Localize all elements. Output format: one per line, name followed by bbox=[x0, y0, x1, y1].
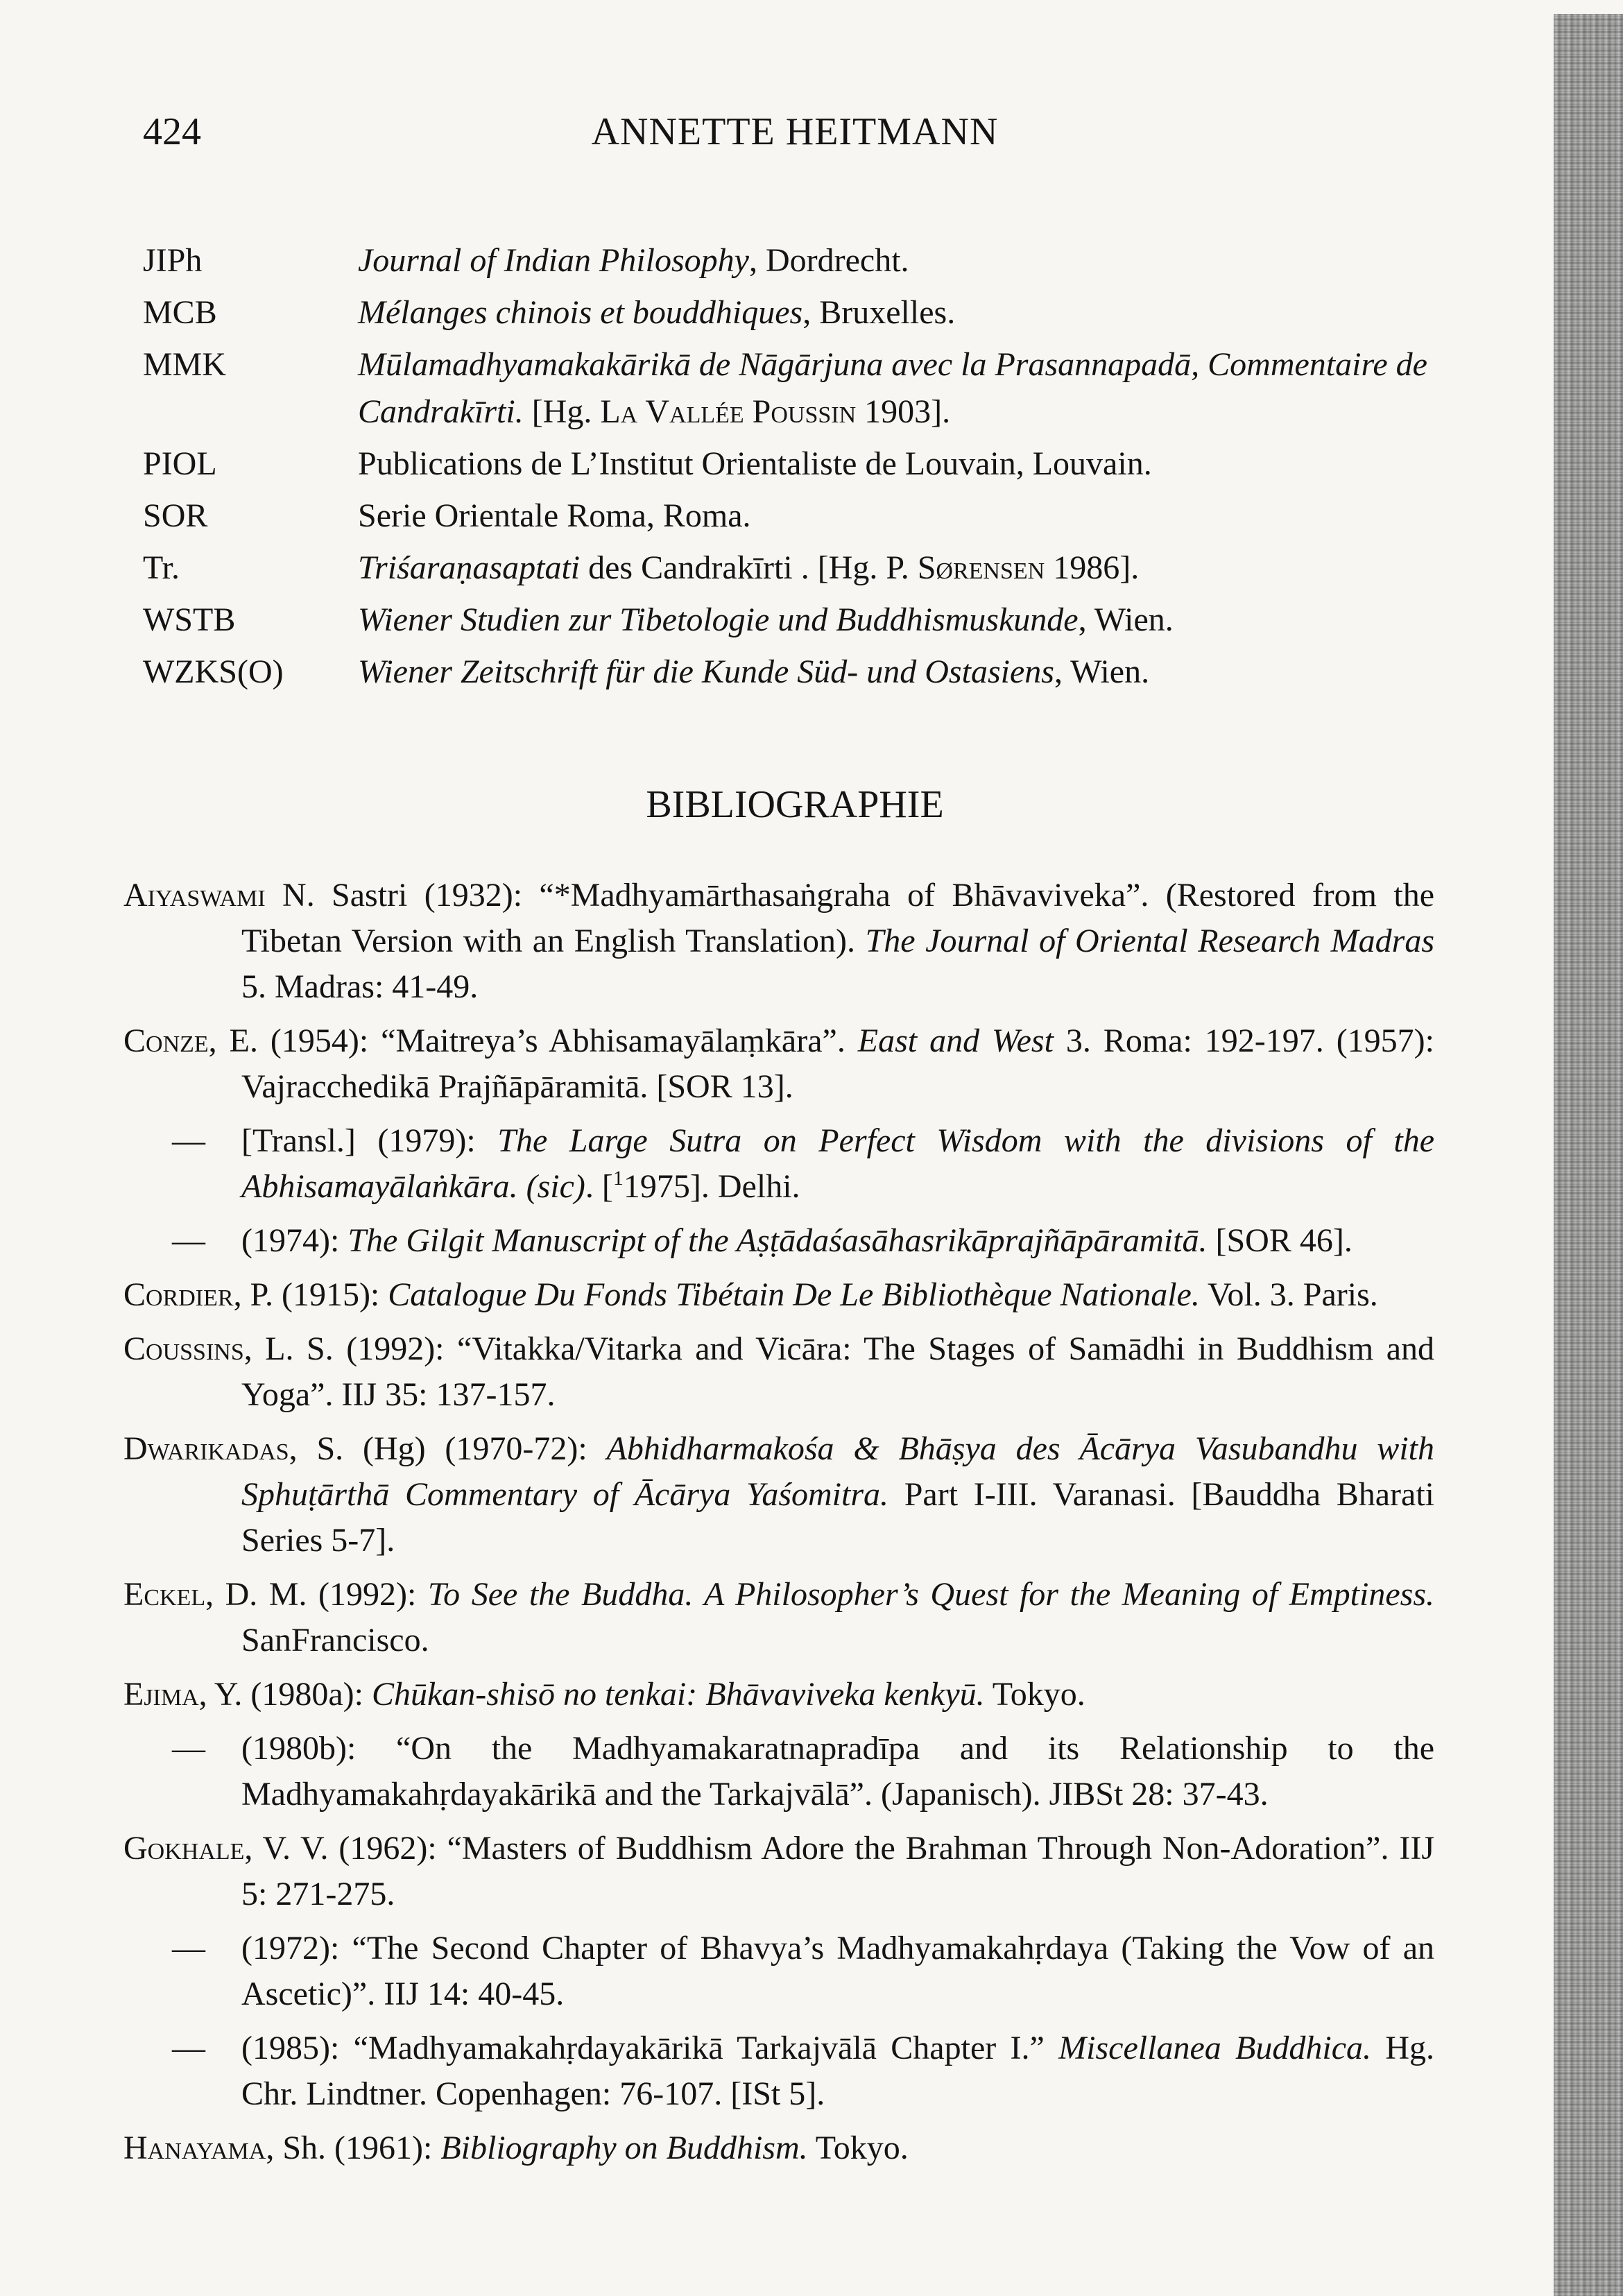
abbreviation-row bbox=[143, 237, 1447, 284]
entry-text: , V. V. (1962): “Masters of Buddhism Adore the Brahman Through Non-Adoration”. IIJ 5: 271-275. bbox=[241, 1830, 1434, 1912]
edition-superscript: 1 bbox=[612, 1167, 624, 1190]
bibliography-entry bbox=[123, 1826, 1434, 1917]
entry-text: (1980b): “On the Madhyamakaratnapradīpa and its Relationship to the Madhyamakahṛdayakārikā and the Tarkajvālā”. (Japanisch). JIBSt 28: 37-43. bbox=[241, 1730, 1434, 1813]
abbreviation-title: Wiener Studien zur Tibetologie und Buddhismuskunde bbox=[358, 601, 1079, 638]
entry-author: Eckel bbox=[123, 1576, 206, 1613]
abbreviation-title: Wiener Zeitschrift für die Kunde Süd- und Ostasiens bbox=[358, 653, 1054, 690]
entry-text: SanFrancisco. bbox=[241, 1622, 429, 1659]
entry-text: , E. (1954): “Maitreya’s Abhisamayālaṃkāra”. bbox=[208, 1022, 858, 1059]
abbreviation-list bbox=[143, 237, 1447, 701]
entry-author: Ejima bbox=[123, 1676, 199, 1713]
repeat-author-dash: — bbox=[172, 2030, 205, 2066]
bibliography-subentry bbox=[123, 1218, 1434, 1264]
entry-text: , Sh. (1961): bbox=[266, 2130, 441, 2166]
entry-text: . [ bbox=[585, 1168, 613, 1205]
abbreviation-text: Serie Orientale Roma, Roma. bbox=[358, 497, 751, 534]
entry-title: Catalogue Du Fonds Tibétain De Le Bibliothèque Nationale. bbox=[388, 1276, 1200, 1313]
entry-title: Bibliography on Buddhism. bbox=[440, 2130, 808, 2166]
abbreviation-value bbox=[358, 237, 1433, 284]
bibliography-subentry bbox=[123, 1118, 1434, 1210]
abbreviation-key: SOR bbox=[143, 497, 208, 534]
abbreviation-value bbox=[358, 545, 1433, 592]
entry-title: The Journal of Oriental Research Madras bbox=[865, 923, 1434, 959]
abbreviation-text: , Dordrecht. bbox=[748, 242, 909, 279]
abbreviation-row bbox=[143, 597, 1447, 644]
abbreviation-text: , Bruxelles. bbox=[802, 294, 956, 331]
repeat-author-dash: — bbox=[172, 1222, 205, 1259]
abbreviation-text: Publications de L’Institut Orientaliste de Louvain, Louvain. bbox=[358, 445, 1152, 482]
entry-author: Aiyaswami bbox=[123, 877, 266, 914]
entry-author: Dwarikadas bbox=[123, 1430, 289, 1467]
abbreviation-title: Journal of Indian Philosophy bbox=[358, 242, 749, 279]
abbreviation-title: Triśaraṇasaptati bbox=[358, 549, 581, 586]
abbreviation-text: [Hg. bbox=[523, 393, 601, 430]
bibliography-entry bbox=[123, 1326, 1434, 1418]
entry-author: Coussins bbox=[123, 1330, 244, 1367]
entry-title: To See the Buddha. A Philosopher’s Quest for the Meaning of Emptiness. bbox=[427, 1576, 1434, 1613]
entry-text: [Transl.] (1979): bbox=[241, 1122, 498, 1159]
entry-text: 3. Roma: 192-197. (1957): Vajracchedikā Prajñāpāramitā. [SOR 13]. bbox=[241, 1022, 1435, 1105]
section-title: BIBLIOGRAPHIE bbox=[646, 783, 944, 826]
entry-text: Hg. Chr. Lindtner. Copenhagen: 76-107. [ISt 5]. bbox=[241, 2030, 1435, 2112]
abbreviation-key: PIOL bbox=[143, 445, 217, 482]
abbreviation-row bbox=[143, 341, 1447, 436]
abbreviation-row bbox=[143, 289, 1447, 336]
abbreviation-key: WZKS(O) bbox=[143, 653, 284, 690]
page-header bbox=[143, 110, 1447, 165]
entry-text: 1975]. Delhi. bbox=[623, 1168, 800, 1205]
bibliography-subentry bbox=[123, 1926, 1434, 2017]
scan-edge-shadow bbox=[1554, 14, 1623, 2296]
entry-title: Chūkan-shisō no tenkai: Bhāvaviveka kenkyū. bbox=[371, 1676, 985, 1713]
page-number: 424 bbox=[143, 110, 201, 153]
abbreviation-row bbox=[143, 649, 1447, 696]
entry-text: , P. (1915): bbox=[233, 1276, 388, 1313]
entry-author: Gokhale bbox=[123, 1830, 245, 1867]
entry-author: Conze bbox=[123, 1022, 209, 1059]
abbreviation-value bbox=[358, 289, 1433, 336]
entry-text: (1974): bbox=[241, 1222, 348, 1259]
entry-text: Tokyo. bbox=[984, 1676, 1085, 1713]
abbreviation-row bbox=[143, 545, 1447, 592]
entry-text: 5. Madras: 41-49. bbox=[241, 968, 479, 1005]
abbreviation-editor: Sørensen bbox=[917, 549, 1045, 586]
bibliography-subentry bbox=[123, 2025, 1434, 2117]
running-head: ANNETTE HEITMANN bbox=[591, 110, 999, 153]
entry-title: The Gilgit Manuscript of the Aṣṭādaśasāhasrikāprajñāpāramitā. bbox=[347, 1222, 1208, 1259]
entry-text: Vol. 3. Paris. bbox=[1199, 1276, 1378, 1313]
bibliography-list bbox=[123, 873, 1434, 2179]
bibliography-entry bbox=[123, 2125, 1434, 2171]
abbreviation-text: , Wien. bbox=[1054, 653, 1150, 690]
entry-text: Part I-III. Varanasi. [Bauddha Bharati Series 5-7]. bbox=[241, 1476, 1434, 1559]
abbreviation-value bbox=[358, 649, 1433, 696]
bibliography-entry bbox=[123, 873, 1434, 1010]
bibliography-entry bbox=[123, 1672, 1434, 1717]
repeat-author-dash: — bbox=[172, 1730, 205, 1767]
abbreviation-title: Mélanges chinois et bouddhiques bbox=[358, 294, 803, 331]
bibliography-entry bbox=[123, 1018, 1434, 1110]
repeat-author-dash: — bbox=[172, 1122, 205, 1159]
abbreviation-key: WSTB bbox=[143, 601, 236, 638]
abbreviation-key: MCB bbox=[143, 294, 217, 331]
entry-title: East and West bbox=[857, 1022, 1054, 1059]
entry-text: , Y. (1980a): bbox=[198, 1676, 372, 1713]
bibliography-entry bbox=[123, 1272, 1434, 1318]
entry-author: Cordier bbox=[123, 1276, 234, 1313]
abbreviation-value bbox=[358, 341, 1433, 436]
entry-title: The Large Sutra on Perfect Wisdom with the divisions of the Abhisamayālaṅkāra. (sic) bbox=[241, 1122, 1434, 1205]
entry-text: , L. S. (1992): “Vitakka/Vitarka and Vicāra: The Stages of Samādhi in Buddhism and Yoga”. IIJ 35: 137-157. bbox=[241, 1330, 1434, 1413]
abbreviation-text: des Candrakīrti . [Hg. P. bbox=[580, 549, 918, 586]
entry-author: Hanayama bbox=[123, 2130, 266, 2166]
abbreviation-title: Mūlamadhyamakakārikā de Nāgārjuna avec la Prasannapadā, Commentaire de Candrakīrti. bbox=[358, 346, 1427, 430]
abbreviation-key: JIPh bbox=[143, 242, 203, 279]
abbreviation-key: MMK bbox=[143, 346, 227, 383]
bibliography-entry bbox=[123, 1426, 1434, 1563]
entry-text: (1985): “Madhyamakahṛdayakārikā Tarkajvālā Chapter I.” bbox=[241, 2030, 1059, 2066]
abbreviation-editor: La Vallée Poussin bbox=[600, 393, 857, 430]
entry-title: Miscellanea Buddhica. bbox=[1058, 2030, 1372, 2066]
abbreviation-text: 1986]. bbox=[1045, 549, 1140, 586]
abbreviation-value bbox=[358, 440, 1433, 488]
entry-text: , D. M. (1992): bbox=[205, 1576, 428, 1613]
abbreviation-row bbox=[143, 492, 1447, 540]
entry-text: Tokyo. bbox=[807, 2130, 909, 2166]
abbreviation-text: 1903]. bbox=[856, 393, 951, 430]
abbreviation-value bbox=[358, 597, 1433, 644]
abbreviation-key: Tr. bbox=[143, 549, 180, 586]
repeat-author-dash: — bbox=[172, 1930, 205, 1967]
entry-text: [SOR 46]. bbox=[1207, 1222, 1352, 1259]
abbreviation-row bbox=[143, 440, 1447, 488]
entry-text: , S. (Hg) (1970-72): bbox=[289, 1430, 607, 1467]
entry-text: N. Sastri (1932): “*Madhyamārthasaṅgraha of Bhāvaviveka”. (Restored from the Tibetan Version with an English Translation). bbox=[241, 877, 1434, 959]
entry-text: (1972): “The Second Chapter of Bhavya’s Madhyamakahṛdaya (Taking the Vow of an Ascetic)”. IIJ 14: 40-45. bbox=[241, 1930, 1434, 2012]
bibliography-entry bbox=[123, 1572, 1434, 1663]
abbreviation-text: , Wien. bbox=[1078, 601, 1174, 638]
entry-title: Abhidharmakośa & Bhāṣya des Ācārya Vasubandhu with Sphuṭārthā Commentary of Ācārya Yaśomitra. bbox=[241, 1430, 1434, 1513]
abbreviation-value bbox=[358, 492, 1433, 540]
bibliography-subentry bbox=[123, 1726, 1434, 1817]
